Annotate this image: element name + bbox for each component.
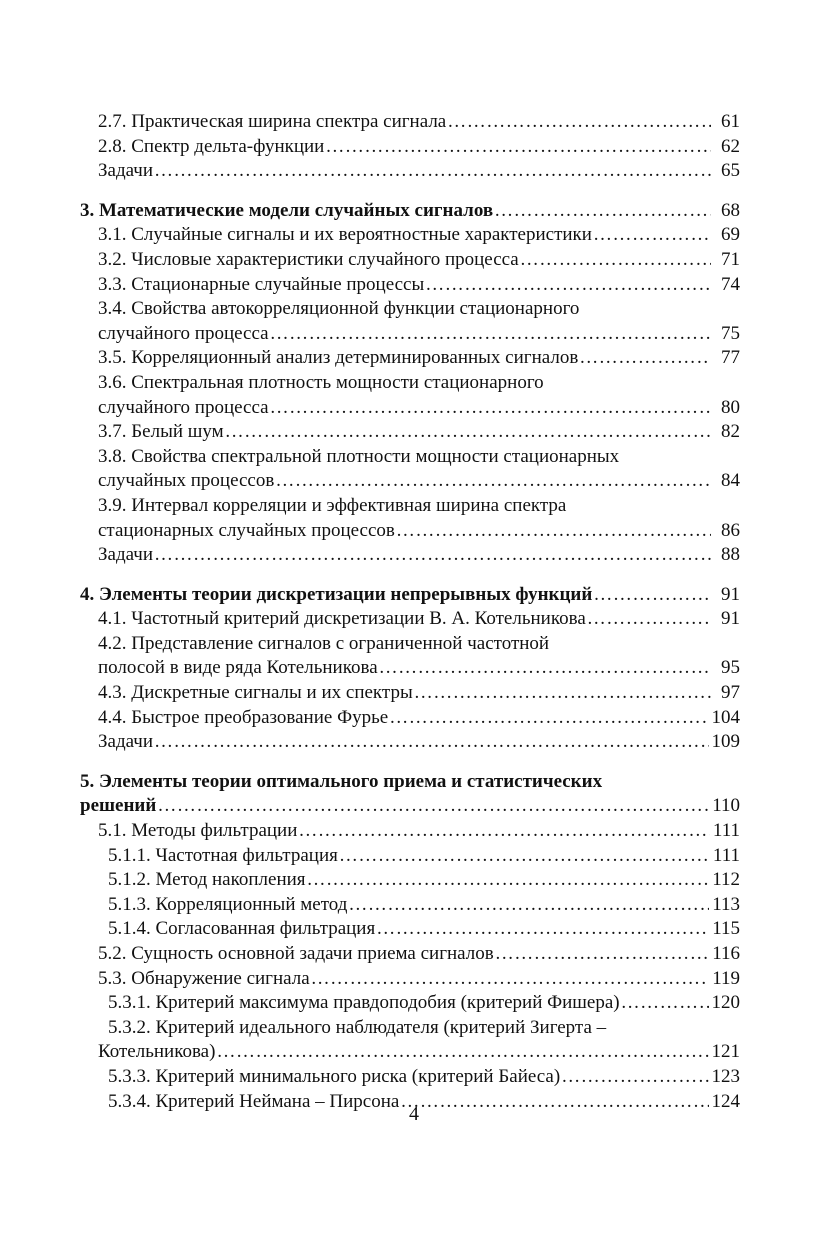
toc-entry-3-8 <box>80 469 740 494</box>
toc-chapter-5-line1: 5. Элементы теории оптимального приема и статистических <box>80 770 603 792</box>
toc-entry-title: 2.7. Практическая ширина спектра сигнала <box>98 111 447 132</box>
toc-entry-3-8-line1: 3.8. Свойства спектральной плотности мощности стационарных <box>98 445 620 467</box>
toc-entry-title: 5.1.4. Согласованная фильтрация <box>108 918 376 940</box>
toc-entry-page: 69 <box>721 224 740 246</box>
toc-entry-2-7 <box>80 110 740 135</box>
toc-entry-5-1-3 <box>80 893 740 918</box>
dot-leader <box>447 110 711 135</box>
dot-leader <box>520 248 711 273</box>
toc-entry-page: 112 <box>712 869 740 891</box>
toc-entry-page: 123 <box>711 1065 740 1087</box>
chapter-title: 4. Элементы теории дискретизации непрерывных функций <box>80 583 593 605</box>
dot-leader <box>157 794 709 819</box>
dot-leader <box>339 844 710 869</box>
toc-entry-3-4-line1: 3.4. Свойства автокорреляционной функции стационарного <box>98 298 580 320</box>
dot-leader <box>495 942 709 967</box>
dot-leader <box>325 135 711 160</box>
toc-entry-3-6 <box>80 396 740 421</box>
toc-entry-page: 104 <box>711 706 740 728</box>
toc-entry-page: 74 <box>721 273 740 295</box>
toc-entry-3-3 <box>80 273 740 298</box>
toc-entry-title: 5.1. Методы фильтрации <box>98 820 298 842</box>
toc-entry-4-1 <box>80 607 740 632</box>
toc-entry-title: стационарных случайных процессов <box>98 519 395 541</box>
dot-leader <box>593 583 711 608</box>
toc-entry-title: 2.8. Спектр дельта-функции <box>98 135 325 157</box>
toc-entry-title: 5.2. Сущность основной задачи приема сигналов <box>98 943 494 964</box>
toc-entry-title: 5.3.1. Критерий максимума правдоподобия (критерий Фишера) <box>108 992 620 1014</box>
toc-entry-page: 62 <box>721 135 740 157</box>
toc-entry-title: 5.1.3. Корреляционный метод <box>108 893 348 915</box>
toc-entry-ch2-tasks <box>80 159 740 184</box>
toc-entry-4-2 <box>80 656 740 681</box>
toc-entry-5-1-1 <box>80 844 740 869</box>
toc-entry-page: 61 <box>721 111 740 132</box>
toc-entry-page: 95 <box>721 657 740 679</box>
toc-entry-3-9-line1: 3.9. Интервал корреляции и эффективная ширина спектра <box>98 494 567 516</box>
dot-leader <box>561 1065 708 1090</box>
toc-entry-title: Задачи <box>98 544 154 566</box>
toc-entry-page: 124 <box>711 1090 740 1112</box>
toc-entry-ch4-tasks <box>80 730 740 755</box>
toc-entry-3-1 <box>80 223 740 248</box>
dot-leader <box>307 868 710 893</box>
toc-entry-3-2 <box>80 248 740 273</box>
toc-entry-2-8 <box>80 135 740 160</box>
toc-entry-title: случайного процесса <box>98 396 269 418</box>
toc-entry-5-2 <box>80 942 740 967</box>
toc-entry-page: 91 <box>721 583 740 605</box>
toc-entry-page: 115 <box>712 918 740 940</box>
toc-entry-title: 3.5. Корреляционный анализ детерминированных сигналов <box>98 347 579 369</box>
toc-entry-title: 4.1. Частотный критерий дискретизации В. А. Котельникова <box>98 608 586 630</box>
toc-entry-title: 4.4. Быстрое преобразование Фурье <box>98 706 389 728</box>
dot-leader <box>216 1040 708 1065</box>
toc-entry-3-4 <box>80 322 740 347</box>
toc-entry-page: 82 <box>721 421 740 443</box>
dot-leader <box>587 607 711 632</box>
toc-entry-title: 5.3.3. Критерий минимального риска (критерий Байеса) <box>108 1065 561 1087</box>
toc-entry-4-3 <box>80 681 740 706</box>
dot-leader <box>376 917 709 942</box>
toc-entry-title: случайных процессов <box>98 470 275 492</box>
toc-entry-page: 68 <box>721 199 740 221</box>
toc-entry-page: 80 <box>721 396 740 418</box>
toc-entry-page: 111 <box>712 844 740 866</box>
toc-entry-page: 113 <box>712 893 740 915</box>
toc-entry-page: 91 <box>721 608 740 630</box>
toc-entry-5-3 <box>80 967 740 992</box>
toc-entry-5-1-2 <box>80 868 740 893</box>
toc-entry-page: 111 <box>712 820 740 842</box>
toc-entry-3-5 <box>80 346 740 371</box>
toc-entry-4-4 <box>80 706 740 731</box>
toc-entry-4-2-line1: 4.2. Представление сигналов с ограниченной частотной <box>98 632 550 654</box>
toc-entry-title: 5.3.4. Критерий Неймана – Пирсона <box>108 1090 400 1112</box>
toc-entry-5-3-3 <box>80 1065 740 1090</box>
toc-entry-5-3-2 <box>80 1040 740 1065</box>
toc-entry-title: 5.1.1. Частотная фильтрация <box>108 844 338 866</box>
toc-entry-page: 88 <box>721 544 740 566</box>
toc-entry-page: 116 <box>712 943 740 964</box>
dot-leader <box>621 991 709 1016</box>
dot-leader <box>298 819 710 844</box>
toc-entry-title: случайного процесса <box>98 322 269 344</box>
toc-entry-page: 84 <box>721 470 740 492</box>
toc-entry-page: 77 <box>721 347 740 369</box>
toc-entry-page: 97 <box>721 682 740 704</box>
toc-chapter-4 <box>80 583 740 608</box>
dot-leader <box>225 420 711 445</box>
toc-entry-3-6-line1: 3.6. Спектральная плотность мощности стационарного <box>98 371 544 393</box>
toc-entry-title: Задачи <box>98 731 154 753</box>
toc-entry-ch3-tasks <box>80 543 740 568</box>
toc-entry-page: 71 <box>721 248 740 270</box>
dot-leader <box>270 396 711 421</box>
toc-entry-5-1 <box>80 819 740 844</box>
toc-entry-title: 3.2. Числовые характеристики случайного процесса <box>98 248 519 270</box>
chapter-title: решений <box>80 795 157 817</box>
toc-entry-title: 3.1. Случайные сигналы и их вероятностные характеристики <box>98 224 592 246</box>
dot-leader <box>270 322 711 347</box>
toc-entry-title: 3.7. Белый шум <box>98 421 224 443</box>
toc-entry-page: 110 <box>712 795 740 817</box>
toc-entry-title: Задачи <box>98 160 154 182</box>
toc-entry-title: 3.3. Стационарные случайные процессы <box>98 273 425 295</box>
toc-entry-title: полосой в виде ряда Котельникова <box>98 657 378 679</box>
toc-chapter-5 <box>80 794 740 819</box>
toc-entry-5-3-2-line1: 5.3.2. Критерий идеального наблюдателя (критерий Зигерта – <box>108 1016 607 1038</box>
toc-entry-title: 5.3. Обнаружение сигнала <box>98 967 310 989</box>
dot-leader <box>379 656 711 681</box>
dot-leader <box>414 681 711 706</box>
dot-leader <box>494 199 711 224</box>
toc-entry-5-1-4 <box>80 917 740 942</box>
toc-entry-page: 65 <box>721 160 740 182</box>
toc-entry-title: 4.3. Дискретные сигналы и их спектры <box>98 682 413 704</box>
dot-leader <box>154 730 708 755</box>
dot-leader <box>154 159 711 184</box>
dot-leader <box>425 273 711 298</box>
toc-entry-5-3-1 <box>80 991 740 1016</box>
page-number: 4 <box>409 1103 419 1125</box>
toc-entry-page: 86 <box>721 519 740 541</box>
toc-entry-page: 120 <box>711 992 740 1014</box>
dot-leader <box>311 967 710 992</box>
chapter-title: 3. Математические модели случайных сигналов <box>80 199 494 221</box>
toc-entry-title: 5.1.2. Метод накопления <box>108 869 306 891</box>
dot-leader <box>579 346 711 371</box>
dot-leader <box>348 893 709 918</box>
toc-entry-page: 121 <box>711 1041 740 1063</box>
toc-entry-3-9 <box>80 519 740 544</box>
toc-entry-title: Котельникова) <box>98 1041 216 1063</box>
dot-leader <box>275 469 711 494</box>
toc-entry-page: 75 <box>721 322 740 344</box>
toc-entry-3-7 <box>80 420 740 445</box>
dot-leader <box>389 706 708 731</box>
dot-leader <box>396 519 711 544</box>
dot-leader <box>154 543 711 568</box>
toc-entry-page: 109 <box>711 731 740 753</box>
dot-leader <box>593 223 711 248</box>
toc-entry-page: 119 <box>712 967 740 989</box>
toc-chapter-3 <box>80 199 740 224</box>
table-of-contents <box>80 110 740 1114</box>
